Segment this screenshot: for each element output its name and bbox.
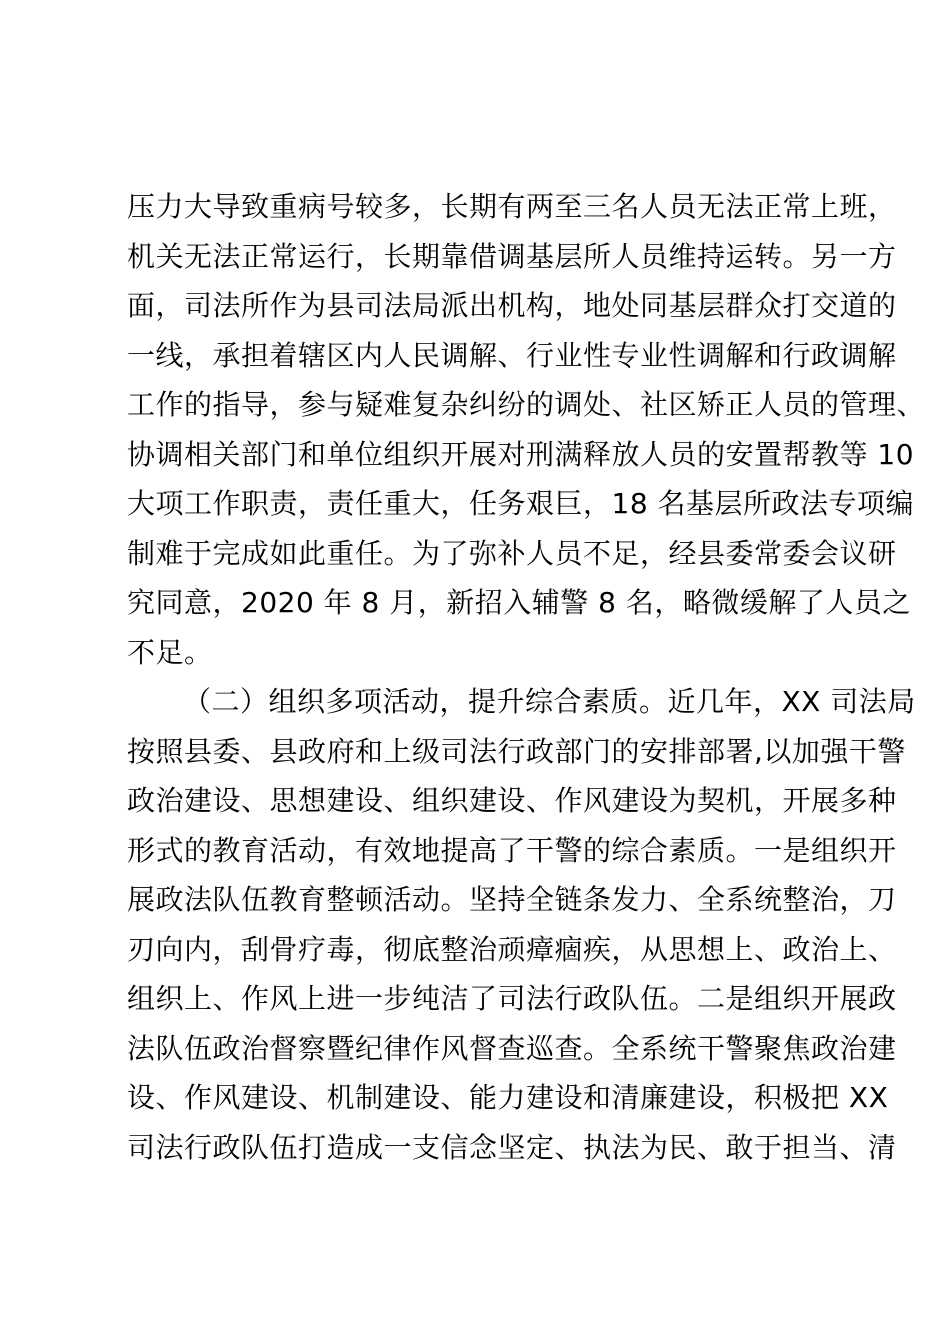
text-line: 制难于完成如此重任。为了弥补人员不足，经县委常委会议研	[127, 536, 897, 570]
text-line: 面，司法所作为县司法局派出机构，地处同基层群众打交道的	[127, 289, 897, 322]
text-line: 一线，承担着辖区内人民调解、行业性专业性调解和行政调解	[127, 338, 897, 372]
text-line: 究同意，2020 年 8 月，新招入辅警 8 名，略微缓解了人员之	[127, 586, 911, 619]
text-line: 法队伍政治督察暨纪律作风督查巡查。全系统干警聚焦政治建	[127, 1031, 897, 1065]
text-line: 刃向内，刮骨疗毒，彻底整治顽瘴痼疾，从思想上、政治上、	[127, 932, 897, 966]
text-line: 司法行政队伍打造成一支信念坚定、执法为民、敢于担当、清	[127, 1130, 897, 1164]
paragraph	[127, 677, 916, 1172]
text-line: （二）组织多项活动，提升综合素质。近几年，XX 司法局	[183, 685, 916, 718]
text-line: 形式的教育活动，有效地提高了干警的综合素质。一是组织开	[127, 833, 897, 867]
text-line: 按照县委、县政府和上级司法行政部门的安排部署,以加强干警	[127, 734, 906, 768]
paragraph	[127, 182, 926, 677]
text-line: 展政法队伍教育整顿活动。坚持全链条发力、全系统整治，刀	[127, 883, 897, 916]
text-line: 政治建设、思想建设、组织建设、作风建设为契机，开展多种	[127, 784, 897, 817]
text-line: 协调相关部门和单位组织开展对刑满释放人员的安置帮教等 10	[127, 437, 915, 471]
text-line: 机关无法正常运行，长期靠借调基层所人员维持运转。另一方	[127, 239, 897, 273]
text-line: 组织上、作风上进一步纯洁了司法行政队伍。二是组织开展政	[127, 982, 897, 1015]
text-line: 大项工作职责，责任重大，任务艰巨，18 名基层所政法专项编	[127, 487, 915, 520]
text-line: 压力大导致重病号较多，长期有两至三名人员无法正常上班，	[127, 190, 897, 223]
text-line: 工作的指导，参与疑难复杂纠纷的调处、社区矫正人员的管理、	[127, 388, 926, 421]
text-line: 不足。	[127, 635, 213, 669]
text-line: 设、作风建设、机制建设、能力建设和清廉建设，积极把 XX	[127, 1081, 889, 1114]
document-body	[127, 182, 926, 1172]
